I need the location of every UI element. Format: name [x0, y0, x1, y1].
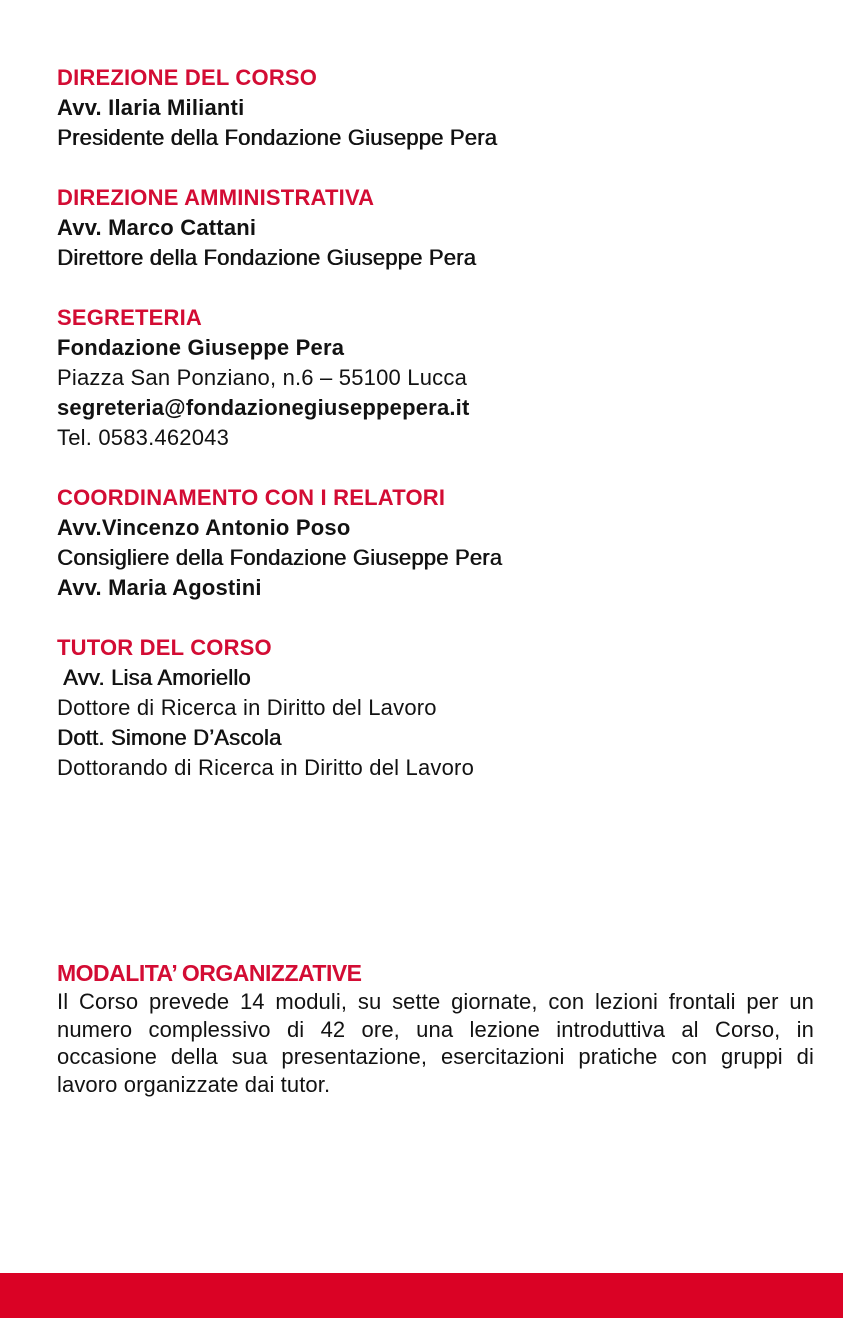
organization-name: Fondazione Giuseppe Pera [57, 335, 345, 360]
section-segreteria [57, 303, 814, 453]
person-name: Dott. Simone D’Ascola [57, 725, 282, 750]
section-direzione-del-corso [57, 63, 814, 153]
person-role: Dottore di Ricerca in Diritto del Lavoro [57, 695, 437, 720]
section-heading-segreteria: SEGRETERIA [57, 305, 203, 330]
person-role: Consigliere della Fondazione Giuseppe Pera [57, 545, 503, 570]
section-coordinamento-relatori [57, 483, 814, 603]
section-heading-coordinamento-relatori: COORDINAMENTO CON I RELATORI [57, 485, 446, 510]
person-role: Presidente della Fondazione Giuseppe Pera [57, 125, 497, 150]
phone-line: Tel. 0583.462043 [57, 425, 230, 450]
section-tutor-del-corso [57, 633, 814, 783]
person-role: Dottorando di Ricerca in Diritto del Lavoro [57, 755, 475, 780]
person-name: Avv. Ilaria Milianti [57, 95, 245, 120]
section-heading-direzione-del-corso: DIREZIONE DEL CORSO [57, 65, 318, 90]
person-role: Direttore della Fondazione Giuseppe Pera [57, 245, 476, 270]
section-heading-tutor-del-corso: TUTOR DEL CORSO [57, 635, 272, 660]
person-name: Avv. Maria Agostini [57, 575, 262, 600]
email-text: segreteria@fondazionegiuseppepera.it [57, 395, 470, 420]
page-content [57, 63, 814, 1128]
section-modalita-organizzative [57, 958, 814, 1098]
section-direzione-amministrativa [57, 183, 814, 273]
address-line: Piazza San Ponziano, n.6 – 55100 Lucca [57, 365, 468, 390]
person-name: Avv.Vincenzo Antonio Poso [57, 515, 351, 540]
person-name: Avv. Lisa Amoriello [63, 665, 251, 690]
modalita-body-text: Il Corso prevede 14 moduli, su sette giornate, con lezioni frontali per un numero complessivo di 42 ore, una lezione introduttiva al Corso, in occasione della sua presentazione, esercitazioni pratiche con gruppi di lavoro organizzate dai tutor. [57, 989, 814, 1097]
section-heading-modalita-organizzative: MODALITA’ ORGANIZZATIVE [57, 960, 362, 986]
footer-red-bar [0, 1273, 843, 1318]
person-name: Avv. Marco Cattani [57, 215, 257, 240]
section-heading-direzione-amministrativa: DIREZIONE AMMINISTRATIVA [57, 185, 375, 210]
